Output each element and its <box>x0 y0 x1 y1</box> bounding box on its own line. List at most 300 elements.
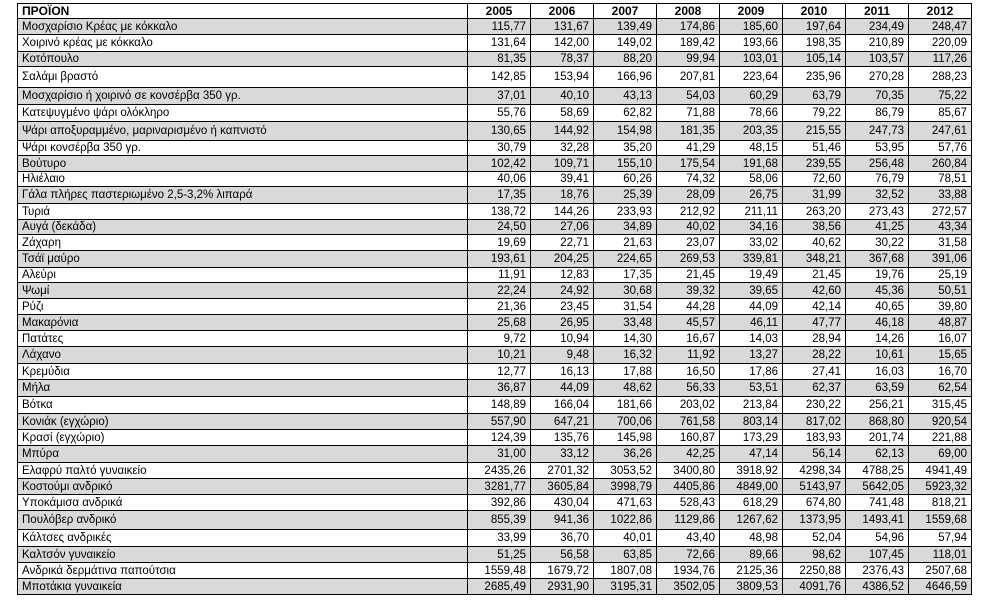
price-cell: 223,64 <box>720 67 783 88</box>
price-cell: 173,29 <box>720 430 783 446</box>
price-cell: 40,02 <box>657 220 720 235</box>
price-cell: 855,39 <box>468 511 531 530</box>
price-cell: 131,64 <box>468 35 531 52</box>
price-cell: 70,35 <box>846 88 909 105</box>
price-cell: 46,11 <box>720 315 783 331</box>
price-cell: 144,26 <box>531 204 594 220</box>
table-row <box>18 315 972 331</box>
column-header-product: ΠΡΟΪΟΝ <box>18 4 468 19</box>
price-cell: 23,45 <box>531 299 594 315</box>
price-cell: 1493,41 <box>846 511 909 530</box>
product-name-cell: Ψάρι κονσέρβα 350 γρ. <box>18 141 468 156</box>
price-cell: 17,35 <box>594 268 657 283</box>
product-name-cell: Αλεύρι <box>18 268 468 283</box>
price-cell: 247,61 <box>909 122 972 141</box>
price-cell: 234,49 <box>846 19 909 35</box>
product-name-cell: Λάχανο <box>18 347 468 364</box>
price-cell: 17,86 <box>720 364 783 380</box>
price-cell: 1807,08 <box>594 563 657 579</box>
price-cell: 27,06 <box>531 220 594 235</box>
price-cell: 46,18 <box>846 315 909 331</box>
price-cell: 3400,80 <box>657 463 720 479</box>
price-cell: 60,29 <box>720 88 783 105</box>
price-cell: 62,37 <box>783 380 846 397</box>
price-cell: 60,26 <box>594 172 657 187</box>
price-cell: 35,20 <box>594 141 657 156</box>
price-cell: 16,32 <box>594 347 657 364</box>
price-cell: 1934,76 <box>657 563 720 579</box>
price-cell: 269,53 <box>657 251 720 268</box>
product-name-cell: Κονιάκ (εγχώριο) <box>18 414 468 430</box>
price-cell: 154,98 <box>594 122 657 141</box>
price-cell: 62,82 <box>594 105 657 122</box>
price-cell: 14,26 <box>846 331 909 347</box>
price-cell: 40,10 <box>531 88 594 105</box>
price-cell: 107,45 <box>846 547 909 563</box>
price-cell: 62,13 <box>846 446 909 463</box>
price-cell: 41,29 <box>657 141 720 156</box>
table-row <box>18 511 972 530</box>
price-cell: 81,35 <box>468 52 531 67</box>
price-cell: 4405,86 <box>657 479 720 495</box>
product-name-cell: Κρεμύδια <box>18 364 468 380</box>
price-cell: 115,77 <box>468 19 531 35</box>
product-name-cell: Κοστούμι ανδρικό <box>18 479 468 495</box>
price-cell: 1679,72 <box>531 563 594 579</box>
price-cell: 76,79 <box>846 172 909 187</box>
price-cell: 43,40 <box>657 530 720 547</box>
price-cell: 263,20 <box>783 204 846 220</box>
price-cell: 430,04 <box>531 495 594 511</box>
price-cell: 4298,34 <box>783 463 846 479</box>
price-cell: 45,36 <box>846 283 909 299</box>
price-cell: 42,60 <box>783 283 846 299</box>
price-cell: 392,86 <box>468 495 531 511</box>
table-row <box>18 88 972 105</box>
price-cell: 12,83 <box>531 268 594 283</box>
table-row <box>18 67 972 88</box>
price-cell: 174,86 <box>657 19 720 35</box>
price-cell: 142,85 <box>468 67 531 88</box>
price-cell: 37,01 <box>468 88 531 105</box>
price-cell: 3998,79 <box>594 479 657 495</box>
table-row <box>18 579 972 595</box>
table-row <box>18 495 972 511</box>
product-name-cell: Κρασί (εγχώριο) <box>18 430 468 446</box>
price-cell: 86,79 <box>846 105 909 122</box>
price-cell: 22,71 <box>531 235 594 251</box>
price-cell: 78,37 <box>531 52 594 67</box>
price-cell: 191,68 <box>720 156 783 172</box>
column-header-year: 2012 <box>909 4 972 19</box>
price-cell: 348,21 <box>783 251 846 268</box>
price-cell: 109,71 <box>531 156 594 172</box>
price-cell: 57,76 <box>909 141 972 156</box>
price-cell: 17,35 <box>468 187 531 204</box>
price-cell: 124,39 <box>468 430 531 446</box>
price-cell: 272,57 <box>909 204 972 220</box>
price-cell: 54,96 <box>846 530 909 547</box>
price-cell: 256,48 <box>846 156 909 172</box>
price-cell: 3281,77 <box>468 479 531 495</box>
price-cell: 4091,76 <box>783 579 846 595</box>
price-cell: 741,48 <box>846 495 909 511</box>
price-cell: 10,94 <box>531 331 594 347</box>
product-name-cell: Τυριά <box>18 204 468 220</box>
price-cell: 56,14 <box>783 446 846 463</box>
price-cell: 78,66 <box>720 105 783 122</box>
price-cell: 1559,48 <box>468 563 531 579</box>
price-cell: 1559,68 <box>909 511 972 530</box>
price-cell: 144,92 <box>531 122 594 141</box>
price-cell: 5143,97 <box>783 479 846 495</box>
price-cell: 211,11 <box>720 204 783 220</box>
table-row <box>18 430 972 446</box>
price-cell: 4941,49 <box>909 463 972 479</box>
price-cell: 391,06 <box>909 251 972 268</box>
price-cell: 2435,26 <box>468 463 531 479</box>
price-cell: 33,02 <box>720 235 783 251</box>
price-cell: 40,62 <box>783 235 846 251</box>
price-cell: 39,65 <box>720 283 783 299</box>
table-row <box>18 172 972 187</box>
product-name-cell: Βότκα <box>18 397 468 414</box>
price-cell: 16,07 <box>909 331 972 347</box>
price-cell: 39,80 <box>909 299 972 315</box>
price-cell: 247,73 <box>846 122 909 141</box>
price-cell: 44,09 <box>720 299 783 315</box>
price-cell: 185,60 <box>720 19 783 35</box>
price-cell: 212,92 <box>657 204 720 220</box>
price-cell: 12,77 <box>468 364 531 380</box>
price-cell: 149,02 <box>594 35 657 52</box>
price-cell: 63,79 <box>783 88 846 105</box>
price-cell: 618,29 <box>720 495 783 511</box>
price-cell: 189,42 <box>657 35 720 52</box>
price-cell: 3502,05 <box>657 579 720 595</box>
price-cell: 31,54 <box>594 299 657 315</box>
price-cell: 50,51 <box>909 283 972 299</box>
price-cell: 58,69 <box>531 105 594 122</box>
price-cell: 34,89 <box>594 220 657 235</box>
price-cell: 315,45 <box>909 397 972 414</box>
table-row <box>18 268 972 283</box>
column-header-year: 2009 <box>720 4 783 19</box>
price-cell: 15,65 <box>909 347 972 364</box>
price-cell: 1022,86 <box>594 511 657 530</box>
price-cell: 10,61 <box>846 347 909 364</box>
price-cell: 2701,32 <box>531 463 594 479</box>
product-name-cell: Τσάϊ μαύρο <box>18 251 468 268</box>
price-cell: 33,12 <box>531 446 594 463</box>
price-cell: 39,32 <box>657 283 720 299</box>
product-name-cell: Μήλα <box>18 380 468 397</box>
price-cell: 36,87 <box>468 380 531 397</box>
table-row <box>18 105 972 122</box>
column-header-year: 2011 <box>846 4 909 19</box>
product-name-cell: Πατάτες <box>18 331 468 347</box>
price-cell: 207,81 <box>657 67 720 88</box>
product-name-cell: Βούτυρο <box>18 156 468 172</box>
price-cell: 142,00 <box>531 35 594 52</box>
price-cell: 239,55 <box>783 156 846 172</box>
product-name-cell: Μοσχαρίσιο ή χοιρινό σε κονσέρβα 350 γρ. <box>18 88 468 105</box>
price-cell: 153,94 <box>531 67 594 88</box>
price-cell: 42,25 <box>657 446 720 463</box>
price-cell: 85,67 <box>909 105 972 122</box>
price-cell: 9,72 <box>468 331 531 347</box>
table-row <box>18 380 972 397</box>
price-cell: 21,36 <box>468 299 531 315</box>
product-name-cell: Χοιρινό κρέας με κόκκαλο <box>18 35 468 52</box>
price-cell: 557,90 <box>468 414 531 430</box>
price-cell: 1129,86 <box>657 511 720 530</box>
price-cell: 248,47 <box>909 19 972 35</box>
price-cell: 201,74 <box>846 430 909 446</box>
price-cell: 78,51 <box>909 172 972 187</box>
price-cell: 25,39 <box>594 187 657 204</box>
price-cell: 230,22 <box>783 397 846 414</box>
table-row <box>18 331 972 347</box>
price-cell: 9,48 <box>531 347 594 364</box>
price-cell: 288,23 <box>909 67 972 88</box>
price-cell: 4788,25 <box>846 463 909 479</box>
table-row <box>18 563 972 579</box>
price-cell: 30,68 <box>594 283 657 299</box>
price-cell: 3053,52 <box>594 463 657 479</box>
product-name-cell: Υποκάμισα ανδρικά <box>18 495 468 511</box>
price-cell: 155,10 <box>594 156 657 172</box>
price-cell: 139,49 <box>594 19 657 35</box>
price-cell: 52,04 <box>783 530 846 547</box>
price-cell: 45,57 <box>657 315 720 331</box>
product-name-cell: Πουλόβερ ανδρικό <box>18 511 468 530</box>
table-row <box>18 283 972 299</box>
price-cell: 273,43 <box>846 204 909 220</box>
price-cell: 48,62 <box>594 380 657 397</box>
product-name-cell: Κοτόπουλο <box>18 52 468 67</box>
price-cell: 22,24 <box>468 283 531 299</box>
price-cell: 367,68 <box>846 251 909 268</box>
price-cell: 220,09 <box>909 35 972 52</box>
price-cell: 28,09 <box>657 187 720 204</box>
header-row <box>18 4 972 19</box>
price-cell: 103,57 <box>846 52 909 67</box>
price-cell: 25,19 <box>909 268 972 283</box>
price-cell: 39,41 <box>531 172 594 187</box>
price-cell: 11,92 <box>657 347 720 364</box>
price-cell: 102,42 <box>468 156 531 172</box>
price-cell: 13,27 <box>720 347 783 364</box>
table-row <box>18 187 972 204</box>
price-cell: 24,92 <box>531 283 594 299</box>
price-cell: 233,93 <box>594 204 657 220</box>
price-cell: 941,36 <box>531 511 594 530</box>
price-cell: 26,95 <box>531 315 594 331</box>
price-cell: 36,26 <box>594 446 657 463</box>
table-row <box>18 299 972 315</box>
price-cell: 4386,52 <box>846 579 909 595</box>
price-cell: 181,35 <box>657 122 720 141</box>
price-cell: 105,14 <box>783 52 846 67</box>
column-header-year: 2008 <box>657 4 720 19</box>
price-cell: 204,25 <box>531 251 594 268</box>
price-cell: 41,25 <box>846 220 909 235</box>
price-cell: 24,50 <box>468 220 531 235</box>
price-cell: 27,41 <box>783 364 846 380</box>
price-cell: 69,00 <box>909 446 972 463</box>
price-cell: 48,87 <box>909 315 972 331</box>
price-cell: 528,43 <box>657 495 720 511</box>
table-row <box>18 364 972 380</box>
price-cell: 235,96 <box>783 67 846 88</box>
price-cell: 166,04 <box>531 397 594 414</box>
price-cell: 14,03 <box>720 331 783 347</box>
table-row <box>18 251 972 268</box>
price-cell: 868,80 <box>846 414 909 430</box>
price-cell: 215,55 <box>783 122 846 141</box>
price-cell: 75,22 <box>909 88 972 105</box>
price-cell: 256,21 <box>846 397 909 414</box>
price-cell: 183,93 <box>783 430 846 446</box>
table-row <box>18 35 972 52</box>
price-cell: 198,35 <box>783 35 846 52</box>
table-row <box>18 220 972 235</box>
price-cell: 48,98 <box>720 530 783 547</box>
price-cell: 72,60 <box>783 172 846 187</box>
price-cell: 3195,31 <box>594 579 657 595</box>
price-cell: 40,01 <box>594 530 657 547</box>
price-cell: 30,79 <box>468 141 531 156</box>
price-cell: 58,06 <box>720 172 783 187</box>
product-name-cell: Ζάχαρη <box>18 235 468 251</box>
price-cell: 36,70 <box>531 530 594 547</box>
price-cell: 166,96 <box>594 67 657 88</box>
price-cell: 51,46 <box>783 141 846 156</box>
price-cell: 339,81 <box>720 251 783 268</box>
price-cell: 2376,43 <box>846 563 909 579</box>
price-cell: 51,25 <box>468 547 531 563</box>
price-cell: 131,67 <box>531 19 594 35</box>
price-cell: 44,28 <box>657 299 720 315</box>
price-cell: 197,64 <box>783 19 846 35</box>
price-cell: 28,94 <box>783 331 846 347</box>
price-cell: 38,56 <box>783 220 846 235</box>
column-header-year: 2007 <box>594 4 657 19</box>
price-cell: 3605,84 <box>531 479 594 495</box>
price-cell: 98,62 <box>783 547 846 563</box>
price-cell: 62,54 <box>909 380 972 397</box>
price-cell: 71,88 <box>657 105 720 122</box>
product-name-cell: Αυγά (δεκάδα) <box>18 220 468 235</box>
price-cell: 2507,68 <box>909 563 972 579</box>
price-cell: 148,89 <box>468 397 531 414</box>
price-cell: 57,94 <box>909 530 972 547</box>
table-row <box>18 19 972 35</box>
price-cell: 761,58 <box>657 414 720 430</box>
table-row <box>18 122 972 141</box>
price-cell: 1373,95 <box>783 511 846 530</box>
price-cell: 56,33 <box>657 380 720 397</box>
price-cell: 40,65 <box>846 299 909 315</box>
price-cell: 43,34 <box>909 220 972 235</box>
price-cell: 40,06 <box>468 172 531 187</box>
product-name-cell: Ρύζι <box>18 299 468 315</box>
price-cell: 32,28 <box>531 141 594 156</box>
price-cell: 16,03 <box>846 364 909 380</box>
price-cell: 135,76 <box>531 430 594 446</box>
price-cell: 18,76 <box>531 187 594 204</box>
price-cell: 43,13 <box>594 88 657 105</box>
product-name-cell: Μοσχαρίσιο Κρέας με κόκκαλο <box>18 19 468 35</box>
price-cell: 203,35 <box>720 122 783 141</box>
product-name-cell: Σαλάμι βραστό <box>18 67 468 88</box>
price-cell: 175,54 <box>657 156 720 172</box>
price-cell: 47,77 <box>783 315 846 331</box>
price-cell: 53,51 <box>720 380 783 397</box>
price-cell: 88,20 <box>594 52 657 67</box>
price-cell: 224,65 <box>594 251 657 268</box>
price-cell: 31,00 <box>468 446 531 463</box>
price-cell: 21,45 <box>783 268 846 283</box>
price-cell: 33,99 <box>468 530 531 547</box>
price-cell: 34,16 <box>720 220 783 235</box>
price-cell: 21,63 <box>594 235 657 251</box>
price-table-container <box>17 3 972 595</box>
column-header-year: 2006 <box>531 4 594 19</box>
price-cell: 2125,36 <box>720 563 783 579</box>
price-cell: 16,50 <box>657 364 720 380</box>
price-cell: 19,49 <box>720 268 783 283</box>
price-cell: 63,85 <box>594 547 657 563</box>
price-cell: 193,66 <box>720 35 783 52</box>
price-cell: 2250,88 <box>783 563 846 579</box>
table-row <box>18 156 972 172</box>
price-cell: 2931,90 <box>531 579 594 595</box>
price-cell: 203,02 <box>657 397 720 414</box>
price-cell: 221,88 <box>909 430 972 446</box>
price-cell: 213,84 <box>720 397 783 414</box>
price-cell: 11,91 <box>468 268 531 283</box>
price-cell: 99,94 <box>657 52 720 67</box>
price-cell: 210,89 <box>846 35 909 52</box>
price-cell: 56,58 <box>531 547 594 563</box>
price-cell: 471,63 <box>594 495 657 511</box>
price-cell: 138,72 <box>468 204 531 220</box>
table-row <box>18 204 972 220</box>
price-cell: 193,61 <box>468 251 531 268</box>
price-cell: 145,98 <box>594 430 657 446</box>
price-cell: 130,65 <box>468 122 531 141</box>
price-cell: 260,84 <box>909 156 972 172</box>
product-name-cell: Ανδρικά δερμάτινα παπούτσια <box>18 563 468 579</box>
price-cell: 23,07 <box>657 235 720 251</box>
price-cell: 803,14 <box>720 414 783 430</box>
table-row <box>18 235 972 251</box>
price-cell: 44,09 <box>531 380 594 397</box>
price-cell: 74,32 <box>657 172 720 187</box>
price-cell: 33,88 <box>909 187 972 204</box>
column-header-year: 2010 <box>783 4 846 19</box>
price-cell: 4849,00 <box>720 479 783 495</box>
table-row <box>18 347 972 364</box>
price-cell: 26,75 <box>720 187 783 204</box>
price-cell: 47,14 <box>720 446 783 463</box>
product-name-cell: Ψάρι αποξυραμμένο, μαριναρισμένο ή καπνιστό <box>18 122 468 141</box>
price-cell: 181,66 <box>594 397 657 414</box>
price-cell: 3809,53 <box>720 579 783 595</box>
price-cell: 72,66 <box>657 547 720 563</box>
